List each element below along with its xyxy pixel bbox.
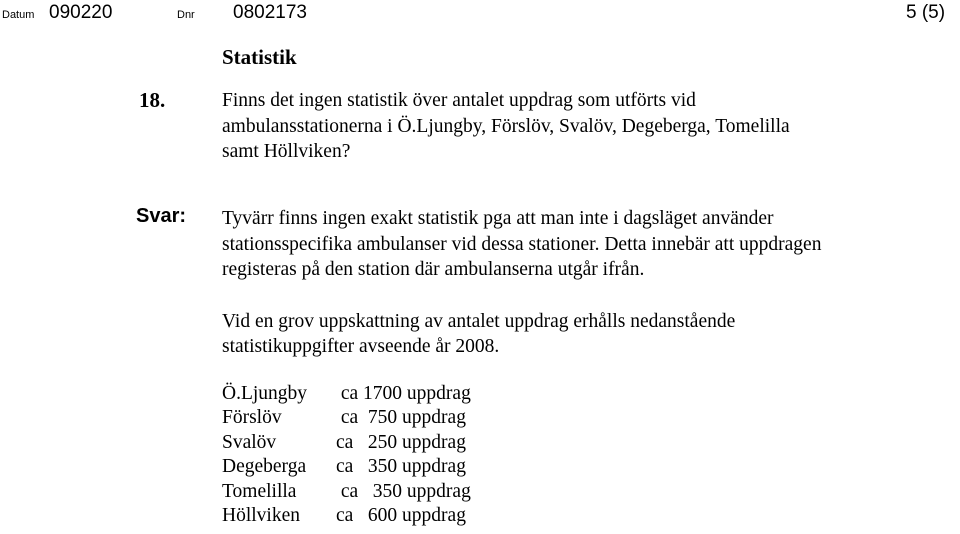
question-line: ambulansstationerna i Ö.Ljungby, Förslöv, Svalöv, Degeberga, Tomelilla bbox=[222, 115, 790, 137]
station-name: Degeberga bbox=[222, 456, 307, 478]
question-line: samt Höllviken? bbox=[222, 141, 351, 162]
station-count: ca 1700 uppdrag bbox=[336, 383, 471, 404]
station-count: ca 350 uppdrag bbox=[336, 480, 471, 502]
station-count: ca 350 uppdrag bbox=[336, 456, 466, 478]
datum-value: 090220 bbox=[49, 2, 113, 23]
dnr-value: 0802173 bbox=[233, 2, 307, 23]
station-name: Ö.Ljungby bbox=[222, 383, 308, 404]
answer-line: Vid en grov uppskattning av antalet uppdrag erhålls nedanstående bbox=[222, 310, 736, 332]
station-count: ca 750 uppdrag bbox=[336, 407, 466, 429]
answer-line: statistikuppgifter avseende år 2008. bbox=[222, 336, 500, 357]
page-number: 5 (5) bbox=[906, 2, 946, 23]
question-number: 18. bbox=[139, 88, 166, 112]
station-name: Svalöv bbox=[222, 431, 277, 453]
question-line: Finns det ingen statistik över antalet uppdrag som utförts vid bbox=[222, 90, 696, 111]
answer-line: Tyvärr finns ingen exakt statistik pga att man inte i dagsläget använder bbox=[222, 208, 774, 229]
section-title: Statistik bbox=[222, 45, 297, 69]
question-text bbox=[222, 88, 942, 165]
dnr-label: Dnr bbox=[177, 9, 195, 21]
datum-label: Datum bbox=[2, 9, 35, 21]
station-name: Tomelilla bbox=[222, 480, 297, 502]
document-header bbox=[0, 0, 960, 26]
station-name: Höllviken bbox=[222, 504, 300, 526]
station-count: ca 600 uppdrag bbox=[336, 504, 466, 526]
answer-line: registeras på den station där ambulanserna utgår ifrån. bbox=[222, 259, 645, 280]
station-count: ca 250 uppdrag bbox=[336, 431, 466, 453]
station-name: Förslöv bbox=[222, 407, 282, 429]
answer-text bbox=[222, 206, 947, 360]
answer-line: stationsspecifika ambulanser vid dessa stationer. Detta innebär att uppdragen bbox=[222, 233, 822, 255]
answer-label: Svar: bbox=[136, 205, 187, 227]
